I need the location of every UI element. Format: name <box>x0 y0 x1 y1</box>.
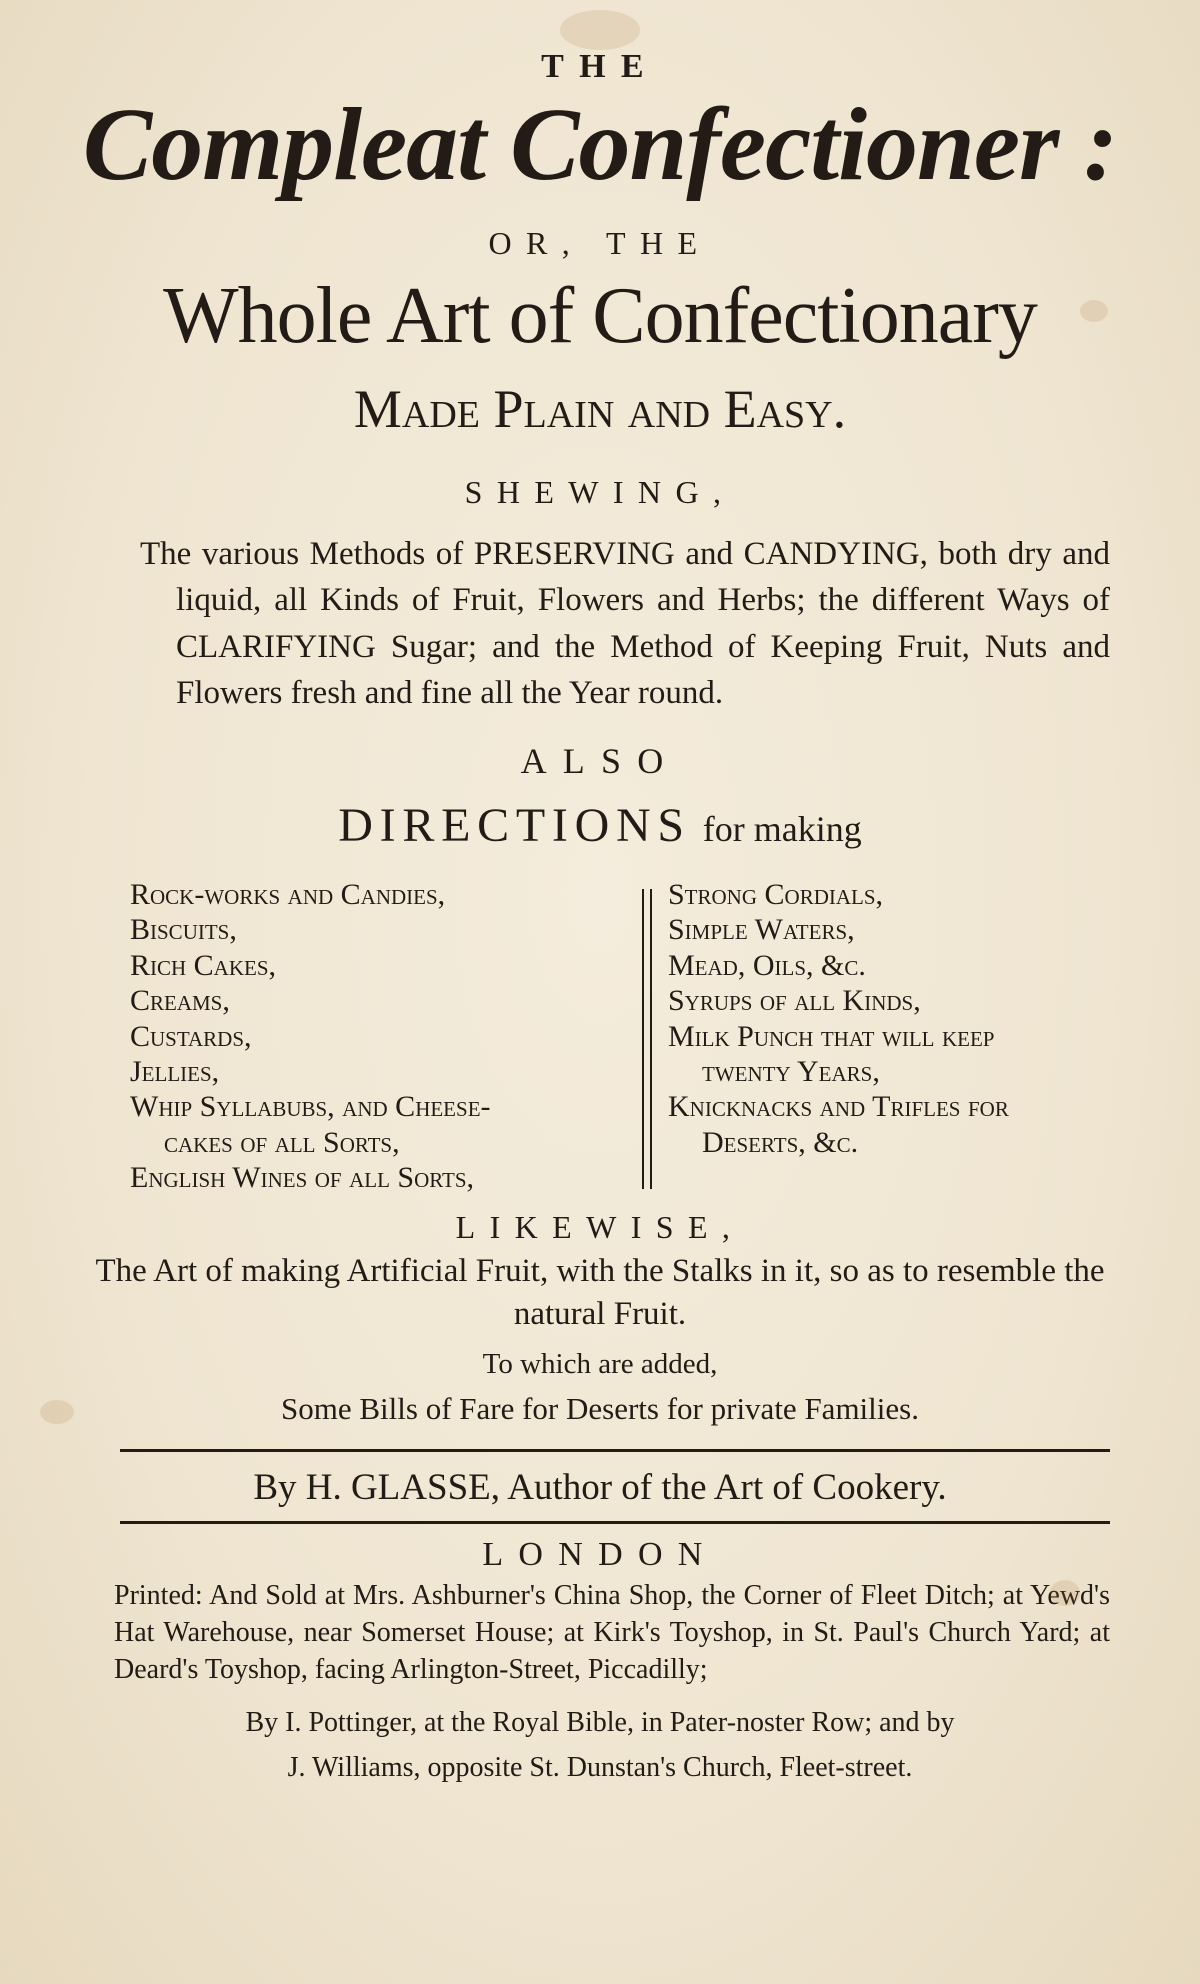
foxing-stain <box>560 10 640 50</box>
list-item: Strong Cordials, <box>668 877 884 911</box>
list-item: Creams, <box>130 984 230 1018</box>
list-item: Deserts, &c. <box>702 1125 859 1159</box>
imprint-london: LONDON <box>482 1536 718 1574</box>
list-item: Jellies, <box>130 1054 220 1088</box>
list-item: Mead, Oils, &c. <box>668 948 866 982</box>
foxing-stain <box>1050 1580 1080 1606</box>
list-item: Biscuits, <box>130 913 237 947</box>
directions-word: DIRECTIONS <box>338 798 691 852</box>
shewing-paragraph: The various Methods of PRESERVING and CANDYING, both dry and liquid, all Kinds of Fruit, Flowers and Herbs; the different Ways of CLARIFYING Sugar; and the Method of Keeping Fruit, Nuts and Flowers fresh and fine all the Year round. <box>140 536 1110 711</box>
author-line: By H. GLASSE, Author of the Art of Cookery. <box>253 1467 947 1509</box>
title-or-the: OR, THE <box>488 225 712 262</box>
list-item: Custards, <box>130 1019 252 1053</box>
imprint-text: Printed: And Sold at Mrs. Ashburner's China Shop, the Corner of Fleet Ditch; at Yewd's Hat Warehouse, near Somerset House; at Kirk's Toyshop, in St. Paul's Church Yard; at Deard's Toyshop, facing Arlington-Street, Piccadilly; <box>114 1580 1110 1686</box>
left-column <box>130 877 642 1196</box>
right-column <box>652 877 1110 1196</box>
title-the: THE <box>541 48 659 85</box>
list-item: Whip Syllabubs, and Cheese- <box>130 1090 491 1124</box>
imprint-line-2: By I. Pottinger, at the Royal Bible, in Pater-noster Row; and by <box>245 1707 955 1739</box>
title-main: Compleat Confectioner : <box>82 87 1118 202</box>
rule-bottom <box>120 1521 1110 1524</box>
rule-top <box>120 1449 1110 1452</box>
directions-heading <box>60 798 1140 853</box>
list-item: Syrups of all Kinds, <box>668 984 921 1018</box>
directions-columns <box>130 877 1110 1196</box>
list-item: English Wines of all Sorts, <box>130 1161 475 1195</box>
shewing-heading: SHEWING, <box>464 474 736 511</box>
added-line: To which are added, <box>482 1348 718 1381</box>
foxing-stain <box>40 1400 74 1424</box>
list-item: Knicknacks and Trifles for <box>668 1090 1009 1124</box>
also-heading: ALSO <box>520 740 680 781</box>
bills-of-fare-line: Some Bills of Fare for Deserts for private Families. <box>281 1391 919 1427</box>
list-item: twenty Years, <box>702 1054 880 1088</box>
list-item: cakes of all Sorts, <box>164 1125 400 1159</box>
for-making: for making <box>702 808 862 849</box>
foxing-stain <box>1080 300 1108 322</box>
artificial-fruit-text: The Art of making Artificial Fruit, with the Stalks in it, so as to resemble the natural Fruit. <box>95 1253 1105 1333</box>
imprint-line-3: J. Williams, opposite St. Dunstan's Church, Fleet-street. <box>287 1752 913 1784</box>
title-sub: Whole Art of Confectionary <box>163 272 1037 361</box>
list-item: Rich Cakes, <box>130 948 277 982</box>
list-item: Rock-works and Candies, <box>130 877 446 911</box>
column-divider <box>642 889 652 1189</box>
made-plain-line: Made Plain and Easy. <box>353 379 847 440</box>
list-item: Milk Punch that will keep <box>668 1019 995 1053</box>
list-item: Simple Waters, <box>668 913 855 947</box>
likewise-heading: LIKEWISE, <box>455 1209 745 1246</box>
